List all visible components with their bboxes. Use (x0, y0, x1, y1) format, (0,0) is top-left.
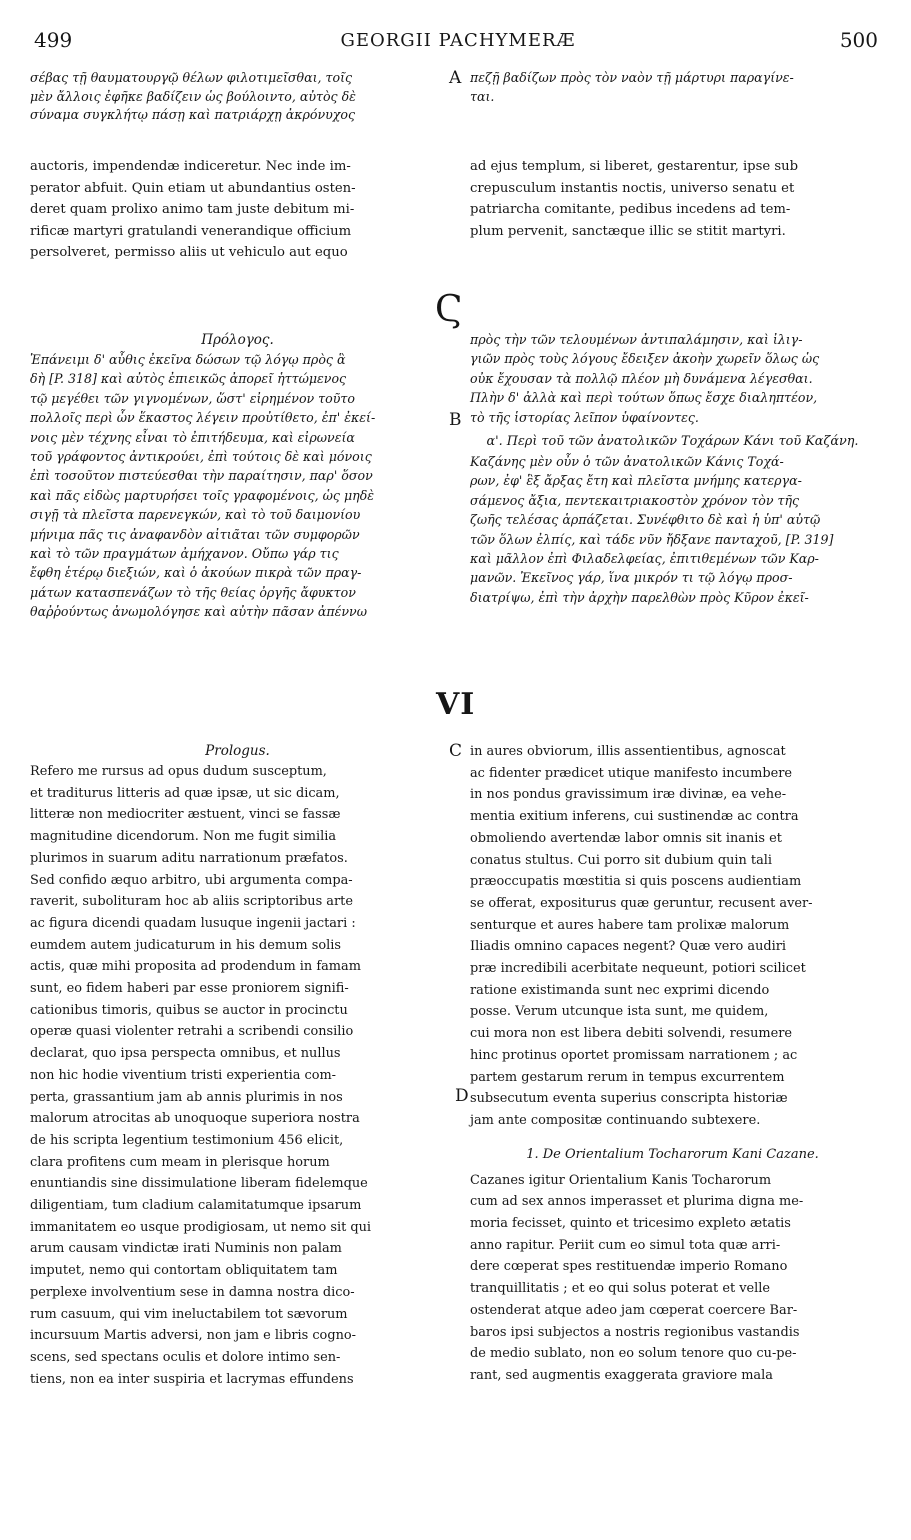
greek-chapter-heading: α'. Περὶ τοῦ τῶν ἀνατολικῶν Τοχάρων Κάνι τοῦ Καζάνη. (486, 434, 859, 450)
greek-chapter-text: Καζάνης μὲν οὖν ὁ τῶν ἀνατολικῶν Κάνις Τοχά- ρων, ἐφ' ἓξ ἄρξας ἔτη καὶ πλεῖστα μνήμης κατεργα- σάμενος ἄξια, πεντεκαιτριακοστὸν χρόνον τὸν τῆς ζωῆς τελέσας ἁρπάζεται. Συνέφθιτο δὲ καὶ ἡ ὑπ' αὐτῷ τῶν ὅλων ἐλπίς, καὶ τάδε νῦν ἤδξανε πανταχοῦ, [P. 319] καὶ μᾶλλον ἐπὶ Φιλαδελφείας, ἐπιτιθεμένων τῶν Καρ- μανῶν. Ἐκεῖνος γάρ, ἵνα μικρόν τι τῷ λόγῳ προσ- διατρίψω, ἐπὶ τὴν ἀρχὴν παρελθὼν πρὸς Κῦρον ἐκεῖ- (470, 454, 834, 605)
margin-letter-c: C (449, 741, 463, 761)
greek-right-text: πρὸς τὴν τῶν τελουμένων ἀντιπαλάμησιν, καὶ ἰλιγ- γιῶν πρὸς τοὺς λόγους ἔδειξεν ἀκοὴν χωρεῖν ὅλως ὡς οὐκ ἔχουσαν τὰ πολλῷ πλέον μὴ δυνάμενα λέγεσθαι. Πλὴν δ' ἀλλὰ καὶ περὶ τούτων ὅπως ἔσχε διαληπτέον, τὸ τῆς ἱστορίας λεῖπον ὑφαίνοντες. (470, 332, 820, 425)
latin-prologue-heading: Prologus. (205, 743, 270, 759)
running-title: GEORGII PACHYMERÆ (340, 30, 576, 51)
top-greek-left: σέβας τῇ θαυματουργῷ θέλων φιλοτιμεῖσθαι, τοῖς μὲν ἄλλοις ἐφῆκε βαδίζειν ὡς βούλοιντο, αὐτὸς δὲ σύναμα συγκλήτῳ πάσῃ καὶ πατριάρχῃ ἀκρόνυχος (30, 70, 356, 122)
margin-letter-a: A (449, 68, 462, 88)
greek-prologue-text: Ἐπάνειμι δ' αὖθις ἐκεῖνα δώσων τῷ λόγῳ πρὸς ἃ δὴ [P. 318] καὶ αὐτὸς ἐπιεικῶς ἀπορεῖ ἡττώμενος τῷ μεγέθει τῶν γιγνομένων, ὥστ' εἰρημένον τοῦτο πολλοῖς περὶ ὧν ἕκαστος λέγειν προὐτίθετο, ἐπ' ἐκεί- νοις μὲν τέχνης εἶναι τὸ ἐπιτήδευμα, καὶ εἰρωνεία τοῦ γράφοντος ἀντικρούει, ἐπὶ τούτοις δὲ καὶ μόνοις ἐπὶ τοσοῦτον πιστεύεσθαι τὴν παραίτησιν, παρ' ὅσον καὶ πᾶς εἰδὼς μαρτυρήσει τοῖς γραφομένοις, ὡς μηδὲ σιγῇ τὰ πλεῖστα παρενεγκών, καὶ τὸ τοῦ δαιμονίου μήνιμα πᾶς τις ἀναφανδὸν αἰτιᾶται τῶν συμφορῶν καὶ τὸ τῶν πραγμάτων ἀμήχανον. Οὔπω γάρ τις ἔφθη ἑτέρῳ διεξιών, καὶ ὁ ἀκούων πικρὰ τῶν πραγ- μάτων κατασπενάζων τὸ τῆς θείας ὀργῆς ἄφυκτον θαῤῥούντως ἀνωμολόγησε καὶ αὐτὴν πᾶσαν ἀπέννω (30, 352, 376, 620)
margin-letter-b: B (449, 410, 462, 430)
latin-right-column (470, 741, 875, 1387)
greek-prologue (30, 330, 445, 622)
latin-prologue-text: Refero me rursus ad opus dudum susceptum, et traditurus litteris ad quæ ipsæ, ut sic dicam, litteræ non mediocriter æstuent, vinci se fassæ magnitudine dicendorum. Non me fugit similia plurimos in suarum aditu narrationum præfatos. Sed confido æquo arbitro, ubi argumenta compa- raverit, subolituram hoc ab aliis scriptoribus arte ac figura dicendi quadam lusuque ingenii jactari : eumdem autem judicaturum in his demum solis actis, quæ mihi proposita ad prodendum in famam sunt, eo fidem haberi par esse proniorem signifi- cationibus timoris, quibus se auctor in procinctu operæ quasi violenter retrahi a scribendi consilio declarat, quo ipsa perspecta omnibus, et nullus non hic hodie viventium tristi experientia com- perta, grassantium jam ab annis plurimis in nos malorum atrocitas ab unoquoque superiora nostra de his scripta legentium testimonium 456 elicit, clara profitens cum meam in plerisque horum enuntiandis sine dissimulatione liberam fidelemque diligentiam, tum cladium calamitatumque ipsarum immanitatem eo usque prodigiosam, ut nemo sit qui arum causam vindictæ irati Numinis non palam imputet, nemo qui contortam obliquitatem tam perplexe involventium sese in damna nostra dico- rum casuum, qui vim ineluctabilem tot sævorum incursuum Martis adversi, non jam e libris cogno- scens, sed spectans oculis et dolore intimo sen- tiens, non ea inter suspiria et lacrymas effundens (30, 764, 372, 1387)
top-latin-right: ad ejus templum, si liberet, gestarentur, ipse sub crepusculum instantis noctis, universo senatu et patriarcha comitante, pedibus incedens ad tem- plum pervenit, sanctæque illic se stitit martyri. (470, 159, 799, 239)
section-numeral: VI (436, 687, 476, 722)
top-greek-right: πεζῇ βαδίζων πρὸς τὸν ναὸν τῇ μάρτυρι παραγίνε- ται. (470, 70, 794, 104)
latin-chapter-heading: 1. De Orientalium Tocharorum Kani Cazane. (526, 1146, 819, 1162)
page-number-right: 500 (839, 28, 878, 52)
latin-right-text: in aures obviorum, illis assentientibus, agnoscat ac fidenter prædicet utique manifesto incumbere in nos pondus gravissimum iræ divinæ, ea vehe- mentia exitium inferens, cui sustinendæ ac contra obmoliendo avertendæ labor omnis sit inanis et conatus stultus. Cui porro sit dubium quin tali præoccupatis mœstitia si quis poscens audientiam se offerat, expositurus quæ geruntur, recusent aver- senturque et aures habere tam prolixæ malorum Iliadis omnino capaces negent? Quæ vero audiri præ incredibili acerbitate nequeunt, potiori scilicet ratione existimanda sunt nec exprimi dicendo posse. Verum utcunque ista sunt, me quidem, cui mora non est libera debiti solvendi, resumere hinc protinus oportet promissam narrationem ; ac partem gestarum rerum in tempus excurrentem subsecutum eventa superius conscripta historiæ jam ante compositæ continuando subtexere. (470, 744, 813, 1128)
greek-prologue-heading: Πρόλογος. (201, 332, 274, 348)
page-number-left: 499 (34, 28, 73, 52)
greek-right-column (470, 330, 875, 607)
running-header (28, 28, 888, 56)
margin-letter-d: D (455, 1086, 469, 1106)
top-latin-left: auctoris, impendendæ indiceretur. Nec inde im- perator abfuit. Quin etiam ut abundantius osten- deret quam prolixo animo tam juste debitum mi- rificæ martyri gratulandi venerandique officium persolveret, permisso aliis ut vehiculo aut equo (30, 159, 356, 261)
latin-chapter-text: Cazanes igitur Orientalium Kanis Tocharorum cum ad sex annos imperasset et plurima digna me- moria fecisset, quinto et tricesimo expleto ætatis anno rapitur. Periit cum eo simul tota quæ arri- dere cœperat spes restituendæ imperio Romano tranquillitatis ; et eo qui solus poterat et velle ostenderat atque adeo jam cœperat coercere Bar- baros ipsi subjectos a nostris regionibus vastandis de medio sublato, non eo solum tenore quo cu-pe- rant, sed augmentis exaggerata graviore mala (470, 1172, 804, 1383)
section-mark: Ϛ (435, 289, 463, 330)
latin-prologue (30, 741, 445, 1390)
